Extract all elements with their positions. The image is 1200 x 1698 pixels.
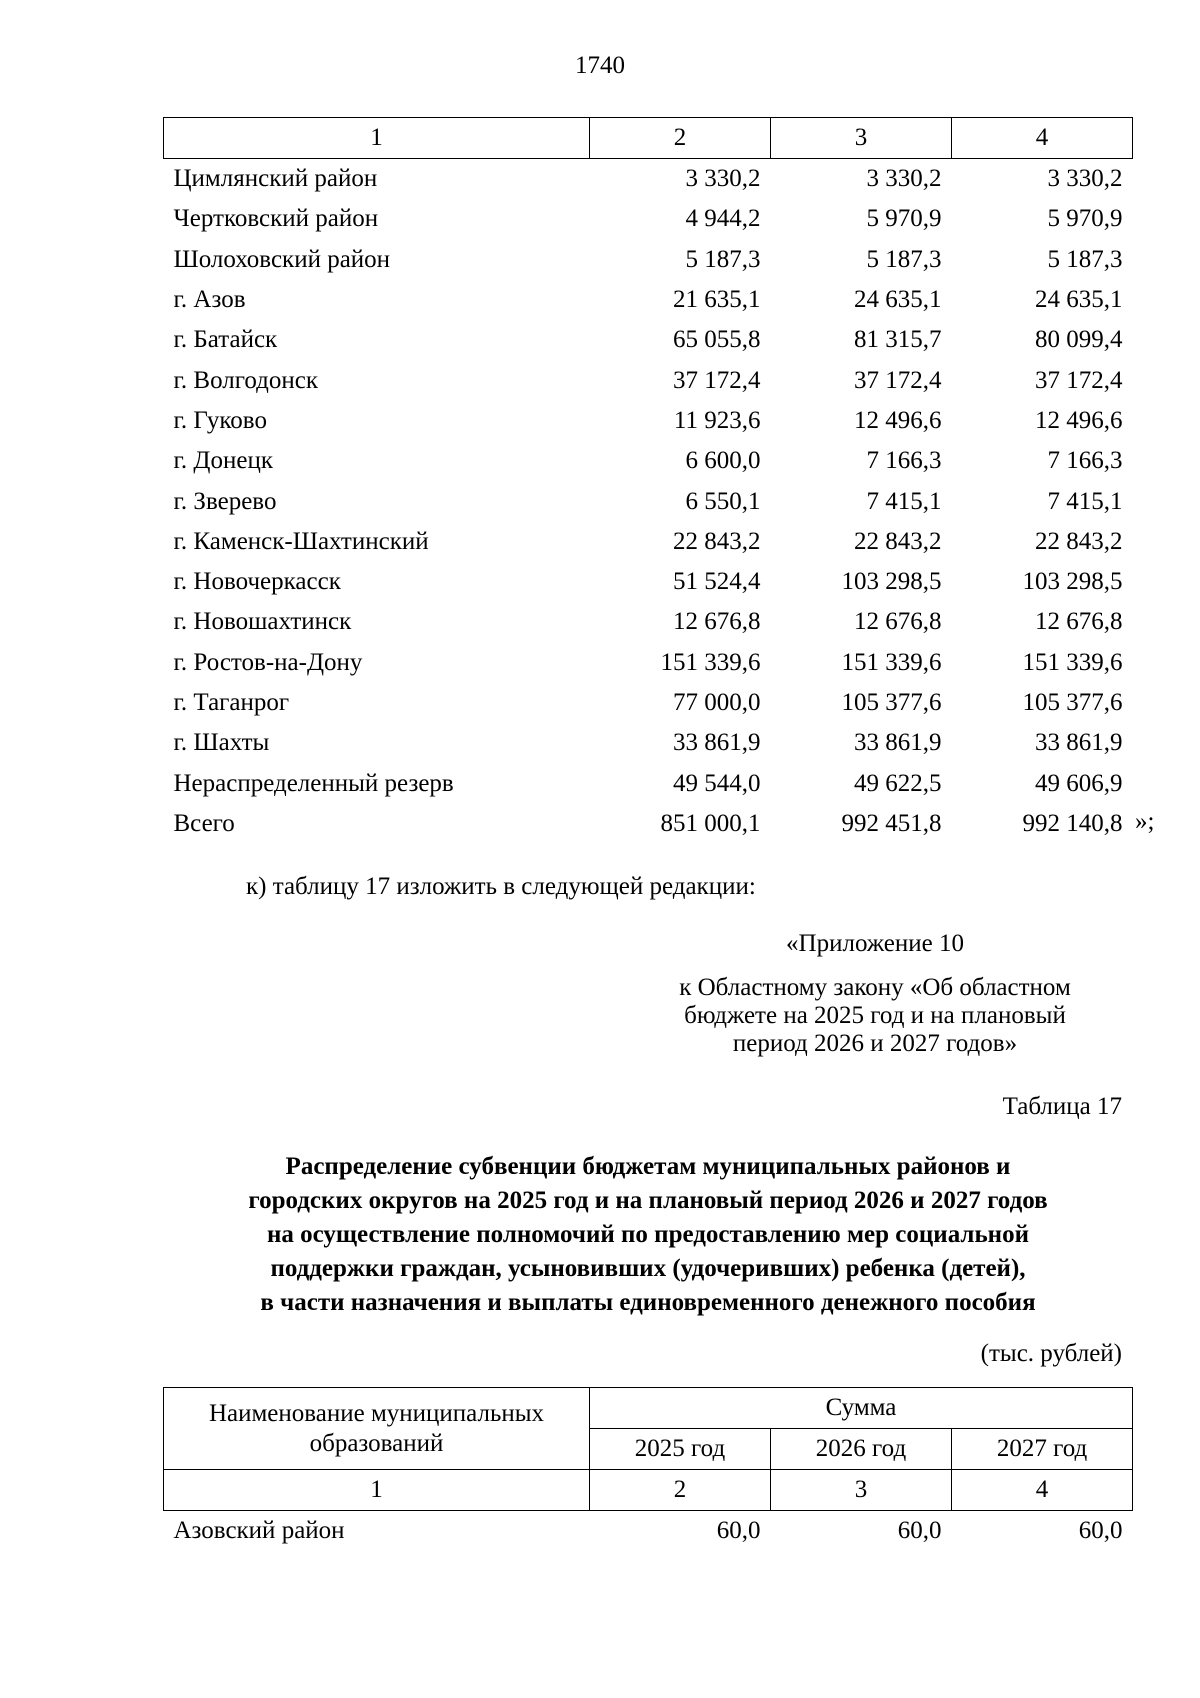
table-row — [164, 199, 1133, 239]
year-header: 2026 год — [771, 1429, 952, 1470]
municipality-name: г. Гуково — [173, 406, 267, 434]
table-title-line: Распределение субвенции бюджетам муниципальных районов и — [285, 1153, 1011, 1180]
table-title — [163, 1150, 1133, 1320]
municipality-name: Нераспределенный резерв — [173, 769, 454, 797]
column-number-header — [164, 1470, 1133, 1511]
closing-quote-mark: »; — [1135, 808, 1155, 835]
value-2027: 12 676,8 — [1035, 608, 1123, 636]
value-2026: 5 187,3 — [866, 245, 942, 273]
table-title-line: городских округов на 2025 год и на плановый период 2026 и 2027 годов — [248, 1187, 1048, 1214]
value-2026: 151 339,6 — [841, 648, 942, 676]
value-2027: 22 843,2 — [1035, 527, 1123, 555]
table-row — [164, 643, 1133, 683]
table-row — [164, 602, 1133, 642]
column-number: 4 — [952, 118, 1133, 159]
table-row — [164, 481, 1133, 521]
value-2027: 49 606,9 — [1035, 769, 1123, 797]
value-2027: 12 496,6 — [1035, 406, 1123, 434]
value-2027: 60,0 — [1078, 1517, 1123, 1545]
table-row — [164, 240, 1133, 280]
value-2025: 33 861,9 — [673, 729, 761, 757]
distribution-table-17 — [163, 1387, 1133, 1551]
annex-title: «Приложение 10 — [786, 930, 964, 957]
column-number-header — [164, 118, 1133, 159]
municipality-name: г. Шахты — [173, 729, 270, 757]
column-number: 3 — [771, 1470, 952, 1511]
column-number: 1 — [164, 1470, 590, 1511]
value-2027: 5 970,9 — [1047, 205, 1123, 233]
value-2027: 105 377,6 — [1022, 689, 1123, 716]
table-row — [164, 763, 1133, 803]
municipality-name: Азовский район — [173, 1517, 345, 1545]
value-2025: 60,0 — [716, 1517, 761, 1545]
table-row — [164, 723, 1133, 763]
annex-reference — [620, 974, 1130, 1058]
value-2026: 3 330,2 — [866, 165, 942, 193]
value-2025: 151 339,6 — [660, 648, 761, 676]
municipality-name: г. Волгодонск — [173, 366, 319, 394]
value-2025: 65 055,8 — [673, 326, 761, 354]
distribution-table-continued — [163, 117, 1133, 844]
column-number: 3 — [771, 118, 952, 159]
value-2026: 103 298,5 — [841, 568, 942, 596]
amendment-instruction: к) таблицу 17 изложить в следующей редакции: — [246, 873, 756, 900]
value-2025: 5 187,3 — [685, 245, 761, 273]
value-2027: 7 166,3 — [1047, 447, 1123, 475]
value-2025: 49 544,0 — [673, 769, 761, 797]
value-2025: 12 676,8 — [673, 608, 761, 636]
table-row — [164, 683, 1133, 723]
sum-header: Сумма — [590, 1388, 1133, 1429]
municipality-name: г. Ростов-на-Дону — [173, 648, 363, 676]
total-row — [164, 804, 1133, 844]
annex-reference-line: к Областному закону «Об областном — [679, 974, 1071, 1001]
year-header: 2027 год — [952, 1429, 1133, 1470]
value-2027: 37 172,4 — [1035, 366, 1123, 394]
year-header: 2025 год — [590, 1429, 771, 1470]
table-row — [164, 360, 1133, 400]
table-row — [164, 280, 1133, 320]
municipality-name: Всего — [173, 809, 235, 837]
column-number: 2 — [590, 118, 771, 159]
value-2027: 151 339,6 — [1022, 648, 1123, 676]
municipality-name: г. Азов — [173, 286, 246, 314]
value-2025: 851 000,1 — [660, 809, 761, 837]
municipality-name: г. Новочеркасск — [173, 568, 341, 596]
value-2025: 6 550,1 — [685, 487, 761, 515]
value-2025: 3 330,2 — [685, 165, 761, 193]
annex-reference-line: период 2026 и 2027 годов» — [732, 1030, 1018, 1057]
table-row — [164, 320, 1133, 360]
value-2025: 6 600,0 — [685, 447, 761, 475]
value-2027: 7 415,1 — [1047, 487, 1123, 515]
value-2025: 37 172,4 — [673, 366, 761, 394]
column-number: 2 — [590, 1470, 771, 1511]
table-title-line: в части назначения и выплаты единовременного денежного пособия — [260, 1289, 1036, 1316]
value-2026: 7 415,1 — [866, 487, 942, 515]
value-2026: 5 970,9 — [866, 205, 942, 233]
value-2026: 22 843,2 — [854, 527, 942, 555]
value-2027: 992 140,8 — [1022, 809, 1123, 837]
municipality-name-header: Наименование муниципальных образований — [164, 1388, 590, 1470]
value-2027: 24 635,1 — [1035, 286, 1123, 314]
value-2026: 33 861,9 — [854, 729, 942, 757]
municipality-name: Цимлянский район — [173, 165, 378, 193]
municipality-name: г. Зверево — [173, 487, 277, 515]
value-2025: 21 635,1 — [673, 286, 761, 314]
value-2027: 5 187,3 — [1047, 245, 1123, 273]
value-2026: 81 315,7 — [854, 326, 942, 354]
municipality-name: г. Новошахтинск — [173, 608, 352, 636]
table-row — [164, 159, 1133, 200]
municipality-name: г. Каменск-Шахтинский — [173, 527, 429, 555]
table-label: Таблица 17 — [1002, 1093, 1122, 1120]
units-label: (тыс. рублей) — [980, 1340, 1122, 1367]
value-2026: 49 622,5 — [854, 769, 942, 797]
value-2025: 4 944,2 — [685, 205, 761, 233]
table-row — [164, 441, 1133, 481]
value-2025: 51 524,4 — [673, 568, 761, 596]
value-2027: 3 330,2 — [1047, 165, 1123, 193]
table-row — [164, 522, 1133, 562]
municipality-name: г. Батайск — [173, 326, 278, 354]
value-2025: 77 000,0 — [673, 689, 761, 716]
table-row — [164, 562, 1133, 602]
value-2026: 24 635,1 — [854, 286, 942, 314]
value-2026: 60,0 — [897, 1517, 942, 1545]
value-2026: 7 166,3 — [866, 447, 942, 475]
value-2026: 12 676,8 — [854, 608, 942, 636]
value-2026: 105 377,6 — [841, 689, 942, 716]
value-2025: 22 843,2 — [673, 527, 761, 555]
table-row — [164, 401, 1133, 441]
column-number: 1 — [164, 118, 590, 159]
column-number: 4 — [952, 1470, 1133, 1511]
value-2027: 80 099,4 — [1035, 326, 1123, 354]
value-2025: 11 923,6 — [673, 406, 761, 434]
value-2026: 12 496,6 — [854, 406, 942, 434]
value-2026: 992 451,8 — [841, 809, 942, 837]
annex-reference-line: бюджете на 2025 год и на плановый — [684, 1002, 1066, 1029]
page-number: 1740 — [575, 52, 625, 79]
value-2027: 33 861,9 — [1035, 729, 1123, 757]
municipality-name: г. Донецк — [173, 447, 273, 475]
table-row — [164, 1511, 1133, 1552]
table-title-line: на осуществление полномочий по предоставлению мер социальной — [267, 1221, 1029, 1248]
municipality-name: Чертковский район — [173, 205, 379, 233]
table-title-line: поддержки граждан, усыновивших (удочеривших) ребенка (детей), — [270, 1255, 1026, 1282]
value-2027: 103 298,5 — [1022, 568, 1123, 596]
municipality-name: г. Таганрог — [173, 689, 290, 716]
municipality-name: Шолоховский район — [173, 245, 391, 273]
value-2026: 37 172,4 — [854, 366, 942, 394]
